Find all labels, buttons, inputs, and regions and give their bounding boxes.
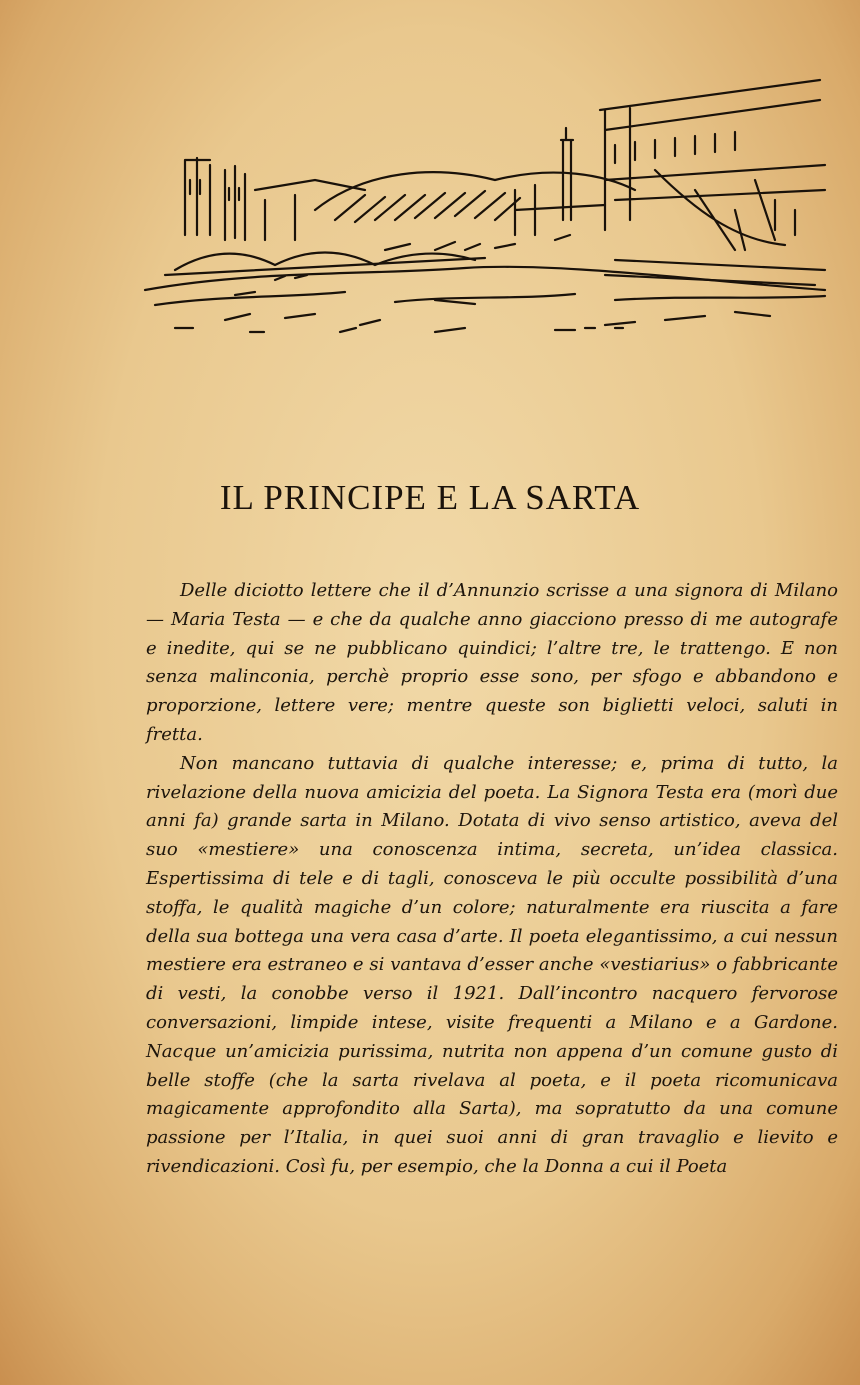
body-text	[146, 577, 838, 1182]
chapter-title: IL PRINCIPE E LA SARTA	[219, 478, 641, 517]
city-riverside-sketch-icon	[135, 70, 835, 350]
paragraph: Delle diciotto lettere che il d’Annunzio scrisse a una signora di Milano — Maria Testa — e che da qualche anno giacciono presso di me autografe e inedite, qui se ne pubblicano quindici; l’altre tre, le trattengo. E non senza malinconia, perchè proprio esse sono, per sfogo e abbandono e proporzione, lettere vere; mentre queste son biglietti veloci, saluti in fretta.	[146, 580, 838, 745]
paragraph: Non mancano tuttavia di qualche interesse; e, prima di tutto, la rivelazione della nuova amicizia del poeta. La Signora Testa era (morì due anni fa) grande sarta in Milano. Dotata di vivo senso artistico, aveva del suo «mestiere» una conoscenza intima, secreta, un’idea classica. Espertissima di tele e di tagli, conosceva le più occulte possibilità d’una stoffa, le qualità magiche d’un colore; naturalmente era riuscita a fare della sua bottega una vera casa d’arte. Il poeta elegantissimo, a cui nessun mestiere era estraneo e si vantava d’esser anche «vestiarius» o fabbricante di vesti, la conobbe verso il 1921. Dall’incontro nacquero fervorose conversazioni, limpide intese, visite frequenti a Milano e a Gardone. Nacque un’amicizia purissima, nutrita non appena d’un comune gusto di belle stoffe (che la sarta rivelava al poeta, e il poeta ricomunicava magicamente approfondito alla Sarta), ma sopratutto da una comune passione per l’Italia, in quei suoi anni di gran travaglio e lievito e rivendicazioni. Così fu, per esempio, che la Donna a cui il Poeta	[146, 752, 838, 1177]
